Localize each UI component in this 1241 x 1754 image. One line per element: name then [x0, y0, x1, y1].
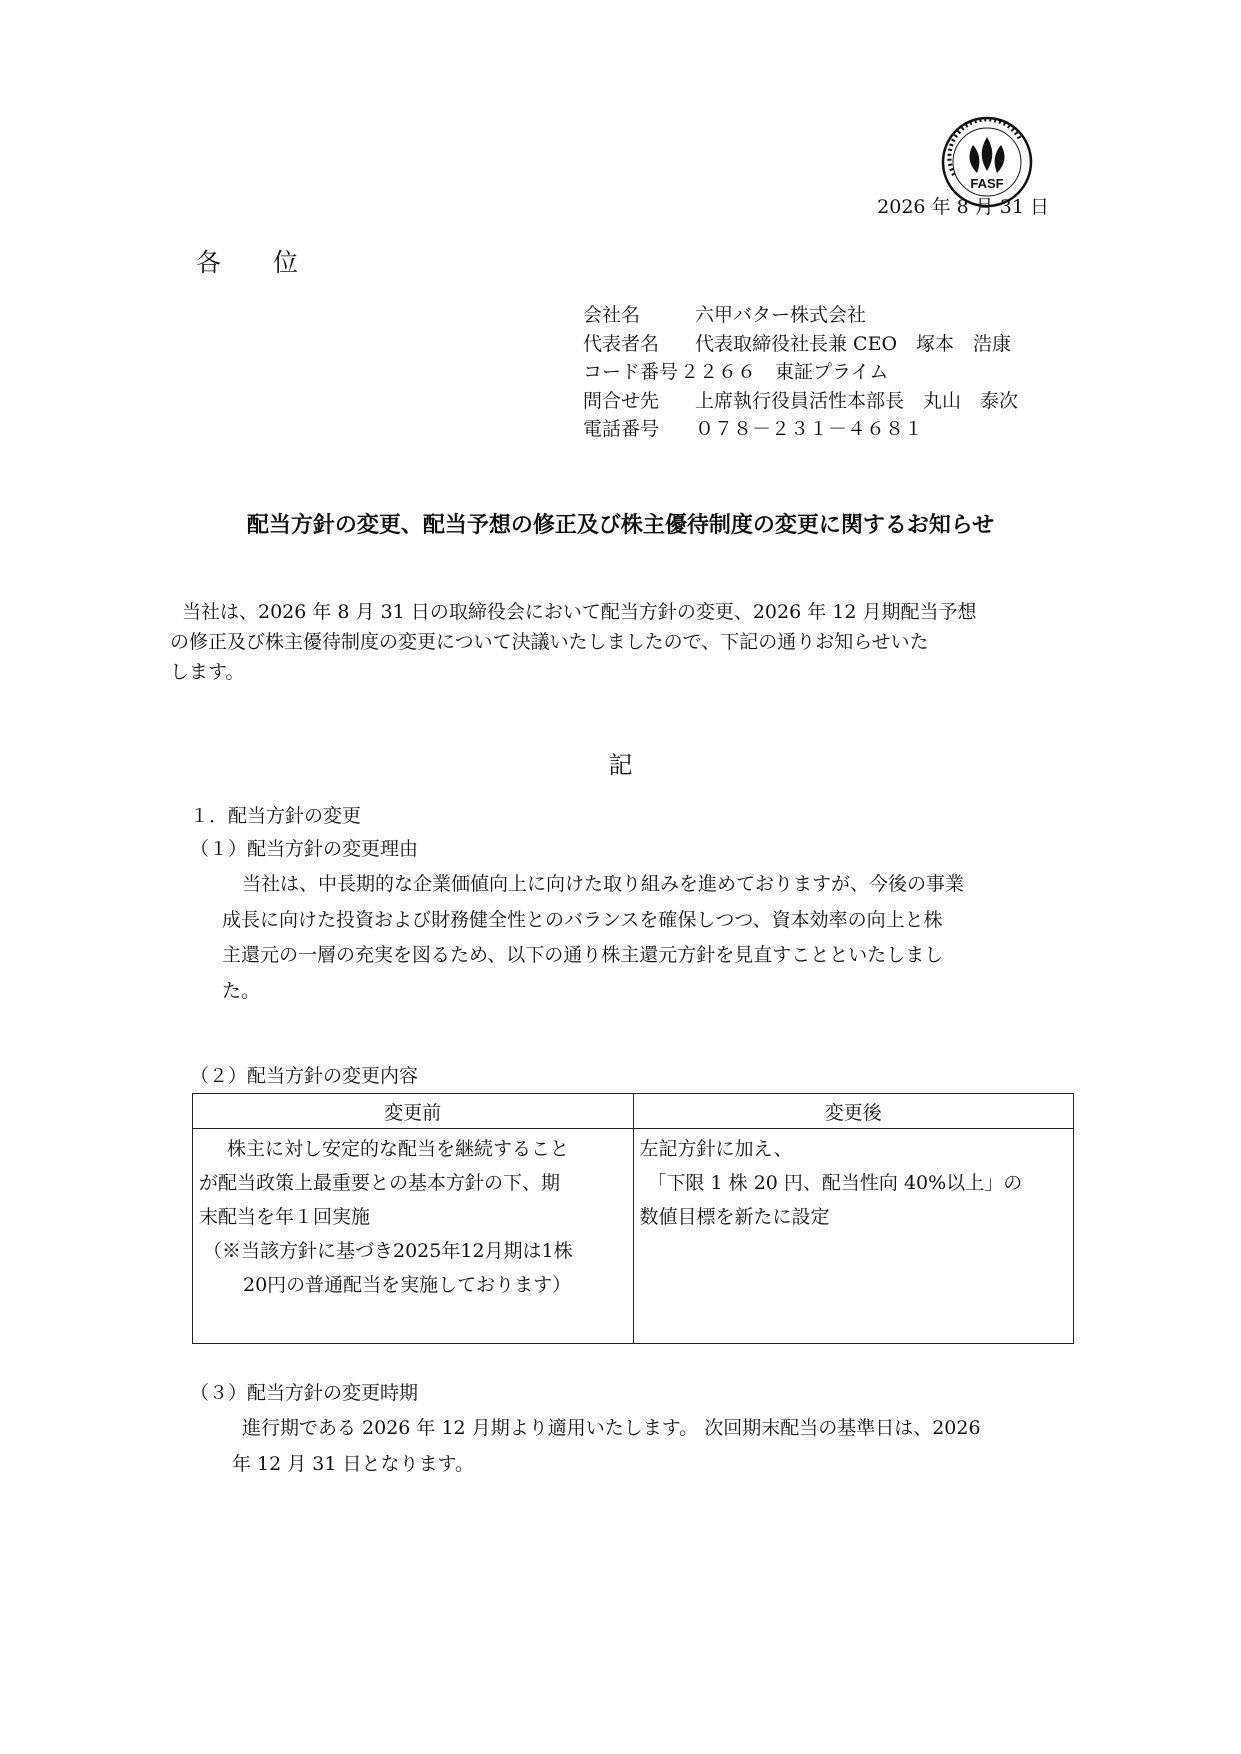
intro-line: 当社は、2026 年 8 月 31 日の取締役会において配当方針の変更、2026 年 12 月期配当予想 — [182, 601, 977, 623]
sub1-body — [190, 867, 964, 1009]
intro-line: します。 — [170, 661, 245, 683]
info-key: コード番号 — [583, 361, 679, 383]
body-line: 当社は、中長期的な企業価値向上に向けた取り組みを進めておりますが、今後の事業 — [242, 873, 965, 895]
cell-line: （※当該方針に基づき2025年12月期は1株 — [203, 1240, 573, 1262]
col-before-header: 変更前 — [193, 1094, 634, 1129]
cell-line: 「下限 1 株 20 円、配当性向 40%以上」の — [647, 1172, 1023, 1194]
info-key: 代表者名 — [583, 332, 660, 355]
body-line: 進行期である 2026 年 12 月期より適用いたします。 次回期末配当の基準日は、2026 — [242, 1417, 981, 1439]
sub2-heading: （２）配当方針の変更内容 — [190, 1065, 419, 1087]
dividend-policy-table — [192, 1093, 1074, 1344]
sub3-heading: （３）配当方針の変更時期 — [190, 1382, 419, 1404]
intro-line: の修正及び株主優待制度の変更について決議いたしましたので、下記の通りお知らせいた — [170, 631, 929, 653]
ki-heading: 記 — [608, 751, 633, 779]
addressee: 各 位 — [196, 248, 320, 277]
body-line: 主還元の一層の充実を図るため、以下の通り株主還元方針を見直すことといたしまし — [222, 944, 944, 966]
info-key: 問合せ先 — [583, 389, 660, 412]
sub1-heading: （１）配当方針の変更理由 — [190, 838, 419, 860]
sub3-body — [190, 1411, 981, 1482]
cell-line: 左記方針に加え、 — [639, 1138, 793, 1160]
body-line: 年 12 月 31 日となります。 — [232, 1452, 474, 1475]
info-value: ０７８－２３１－４６８１ — [695, 418, 924, 440]
document-date: 2026 年 8 月 31 日 — [877, 196, 1049, 218]
info-key: 会社名 — [583, 304, 641, 326]
cell-line: 20円の普通配当を実施しております） — [243, 1274, 572, 1296]
info-key: 電話番号 — [583, 418, 660, 440]
info-value: 六甲バター株式会社 — [695, 304, 867, 326]
section1-1 — [190, 836, 964, 1009]
info-value: ２２６６ 東証プライム — [680, 361, 889, 383]
section1-3 — [190, 1380, 981, 1482]
seal-text: FASF — [970, 176, 1004, 191]
body-line: た。 — [222, 979, 261, 1002]
document-title: 配当方針の変更、配当予想の修正及び株主優待制度の変更に関するお知らせ — [246, 512, 995, 538]
body-line: 成長に向けた投資および財務健全性とのバランスを確保しつつ、資本効率の向上と株 — [222, 908, 943, 931]
info-value: 上席執行役員活性本部長 丸山 泰次 — [695, 389, 1019, 412]
intro-paragraph — [170, 597, 1065, 687]
info-value: 代表取締役社長兼 CEO 塚本 浩康 — [695, 332, 1012, 355]
section1-heading: １．配当方針の変更 — [190, 805, 362, 827]
cell-line: 数値目標を新たに設定 — [639, 1206, 830, 1228]
cell-line: が配当政策上最重要との基本方針の下、期 — [199, 1172, 561, 1194]
cell-line: 株主に対し安定的な配当を継続すること — [227, 1138, 570, 1160]
col-after-header: 変更後 — [633, 1094, 1074, 1129]
cell-line: 末配当を年１回実施 — [199, 1206, 371, 1228]
before-cell — [193, 1129, 634, 1344]
after-cell — [633, 1129, 1074, 1344]
